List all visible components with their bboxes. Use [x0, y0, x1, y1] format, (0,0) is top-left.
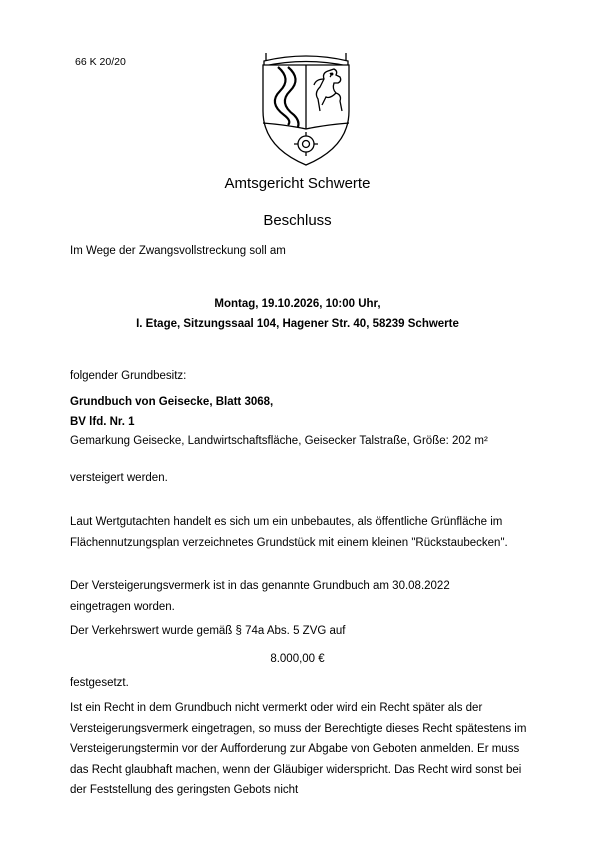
- auction-statement: versteigert werden.: [70, 472, 168, 484]
- auction-date: Montag, 19.10.2026, 10:00 Uhr,: [214, 298, 381, 310]
- intro-text: Im Wege der Zwangsvollstreckung soll am: [70, 245, 286, 257]
- market-value-outro: festgesetzt.: [70, 677, 129, 689]
- case-number: 66 K 20/20: [75, 56, 126, 68]
- land-register: Grundbuch von Geisecke, Blatt 3068,: [70, 396, 274, 408]
- market-value: 8.000,00 €: [270, 653, 325, 665]
- market-value-intro: Der Verkehrswert wurde gemäß § 74a Abs. 5 ZVG auf: [70, 625, 346, 637]
- document-title: Beschluss: [263, 212, 332, 229]
- court-name: Amtsgericht Schwerte: [224, 175, 371, 192]
- parcel-description: Gemarkung Geisecke, Landwirtschaftsfläche, Geisecker Talstraße, Größe: 202 m²: [70, 435, 488, 447]
- registration-paragraph: Der Versteigerungsvermerk ist in das genannte Grundbuch am 30.08.2022 eingetragen worden.: [70, 580, 450, 613]
- appraisal-paragraph: Laut Wertgutachten handelt es sich um ein unbebautes, als öffentliche Grünfläche im Flächennutzungsplan verzeichnetes Grundstück mit einem kleinen "Rückstaubecken".: [70, 516, 508, 549]
- auction-location: I. Etage, Sitzungssaal 104, Hagener Str. 40, 58239 Schwerte: [136, 318, 459, 330]
- rights-notice-paragraph: Ist ein Recht in dem Grundbuch nicht vermerkt oder wird ein Recht später als der Versteigerungsvermerk eingetragen, so muss der Berechtigte dieses Recht spätestens im Versteigerungstermin vor der Aufforderung zur Abgabe von Geboten anmelden. Er muss das Recht glaubhaft machen, wenn der Gläubiger widerspricht. Das Recht wird sonst bei der Feststellung des geringsten Gebots nicht: [70, 702, 527, 796]
- property-label: folgender Grundbesitz:: [70, 370, 187, 382]
- nrw-coat-of-arms-icon: [258, 49, 354, 167]
- inventory-number: BV lfd. Nr. 1: [70, 416, 135, 428]
